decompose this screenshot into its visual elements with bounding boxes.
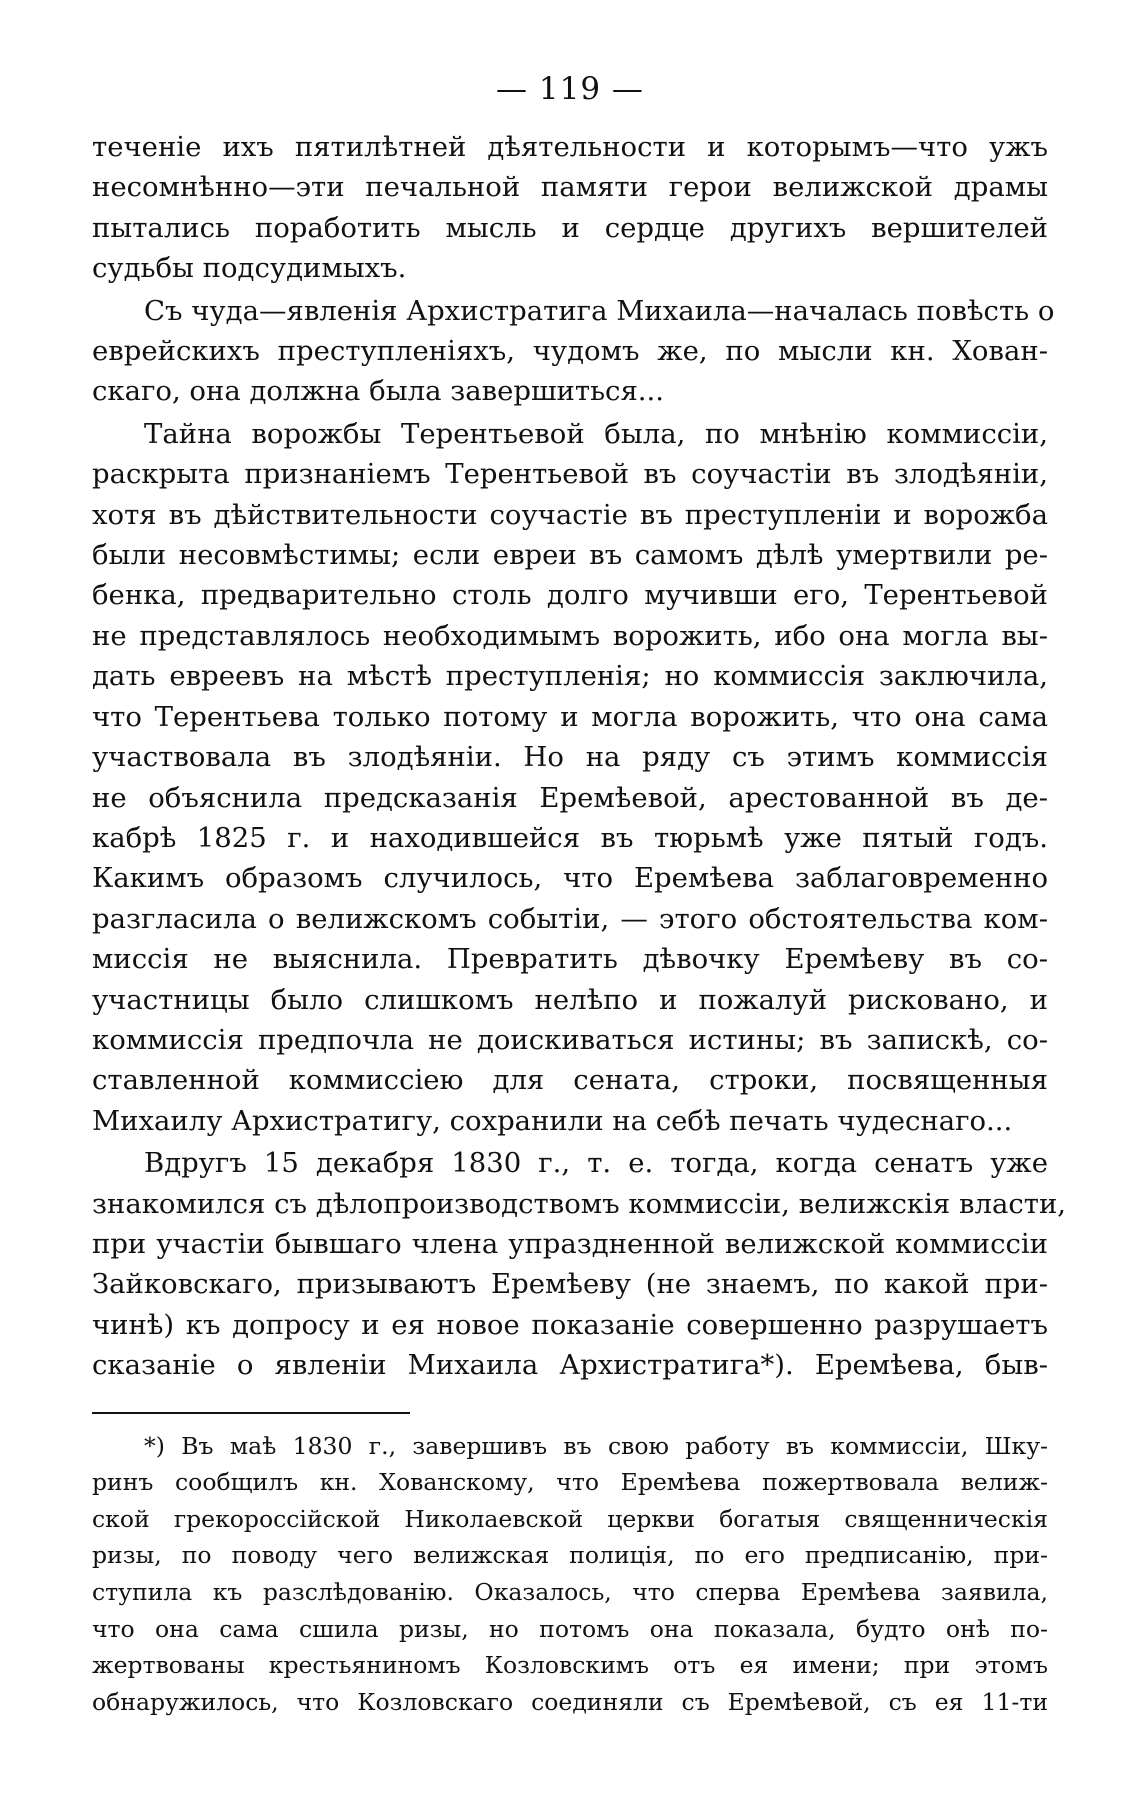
text-line: Михаилу Архистратигу, сохранили на себѣ печать чудеснаго...: [92, 1104, 1013, 1137]
text-line: Какимъ образомъ случилось, что Еремѣева заблаговременно: [92, 862, 1048, 895]
footnote-line: что она сама сшила ризы, но потомъ она показала, будто онѣ по-: [92, 1614, 1048, 1643]
footnote-line: ской грекороссійской Николаевской церкви богатыя священническія: [92, 1504, 1048, 1533]
text-line: не представлялось необходимымъ ворожить, ибо она могла вы-: [92, 619, 1048, 652]
text-line: еврейскихъ преступленіяхъ, чудомъ же, по мысли кн. Хован-: [92, 335, 1048, 368]
text-line: несомнѣнно—эти печальной памяти герои велижской драмы: [92, 171, 1048, 204]
text-line: участницы было слишкомъ нелѣпо и пожалуй рисковано, и: [92, 983, 1048, 1016]
text-line: участвовала въ злодѣяніи. Но на ряду съ этимъ коммиссія: [92, 741, 1048, 774]
text-line: хотя въ дѣйствительности соучастіе въ преступленіи и ворожба: [92, 498, 1048, 531]
footnote-line: *) Въ маѣ 1830 г., завершивъ въ свою работу въ коммиссіи, Шку-: [144, 1431, 1048, 1460]
footnote-divider: [92, 1412, 410, 1414]
text-line: не объяснила предсказанія Еремѣевой, арестованной въ де-: [92, 781, 1048, 814]
text-line: чинѣ) къ допросу и ея новое показаніе совершенно разрушаетъ: [92, 1308, 1048, 1341]
text-line: скаго, она должна была завершиться...: [92, 375, 665, 408]
text-line: при участіи бывшаго члена упраздненной велижской коммиссіи: [92, 1227, 1048, 1260]
text-line: что Терентьева только потому и могла ворожить, что она сама: [92, 700, 1048, 733]
paragraph-4: [92, 1143, 1067, 1385]
page-number: — 119 —: [496, 71, 644, 107]
text-line: Тайна ворожбы Терентьевой была, по мнѣнію коммиссіи,: [144, 417, 1048, 450]
book-page: [92, 71, 1067, 1720]
text-line: сказаніе о явленіи Михаила Архистратига*). Еремѣева, быв-: [92, 1349, 1048, 1382]
text-line: Съ чуда—явленія Архистратига Михаила—началась повѣсть о: [144, 294, 1055, 327]
text-line: пытались поработить мысль и сердце другихъ вершителей: [92, 211, 1048, 244]
paragraph-1: [92, 127, 1048, 289]
footnote-line: ступила къ разслѣдованію. Оказалось, что сперва Еремѣева заявила,: [92, 1577, 1048, 1606]
text-line: кабрѣ 1825 г. и находившейся въ тюрьмѣ уже пятый годъ.: [92, 821, 1048, 854]
text-line: Вдругъ 15 декабря 1830 г., т. е. тогда, когда сенатъ уже: [144, 1147, 1048, 1180]
text-line: разгласила о велижскомъ событіи, — этого обстоятельства ком-: [92, 902, 1048, 935]
text-line: знакомился съ дѣлопроизводствомъ коммиссіи, велижскія власти,: [92, 1187, 1067, 1220]
footnote: [92, 1428, 1048, 1721]
footnote-line: обнаружилось, что Козловскаго соединяли съ Еремѣевой, съ ея 11-ти: [92, 1687, 1048, 1716]
text-line: теченіе ихъ пятилѣтней дѣятельности и которымъ—что ужъ: [92, 131, 1048, 163]
text-line: Зайковскаго, призываютъ Еремѣеву (не знаемъ, по какой при-: [92, 1268, 1048, 1301]
text-line: были несовмѣстимы; если евреи въ самомъ дѣлѣ умертвили ре-: [92, 539, 1048, 572]
footnote-line: ризы, по поводу чего велижская полиція, по его предписанію, при-: [92, 1541, 1048, 1570]
text-line: ставленной коммиссіею для сената, строки, посвященныя: [92, 1064, 1048, 1097]
paragraph-3: [92, 414, 1048, 1141]
text-line: судьбы подсудимыхъ.: [92, 252, 407, 285]
text-line: миссія не выяснила. Превратить дѣвочку Еремѣеву въ со-: [92, 943, 1048, 976]
footnote-line: жертвованы крестьяниномъ Козловскимъ отъ ея имени; при этомъ: [92, 1651, 1048, 1680]
main-text: [92, 127, 1067, 1386]
text-line: раскрыта признаніемъ Терентьевой въ соучастіи въ злодѣяніи,: [92, 458, 1048, 491]
paragraph-2: [92, 291, 1055, 412]
text-line: коммиссія предпочла не доискиваться истины; въ запискѣ, со-: [92, 1023, 1048, 1056]
footnote-line: ринъ сообщилъ кн. Хованскому, что Еремѣева пожертвовала велиж-: [92, 1468, 1048, 1497]
text-line: дать евреевъ на мѣстѣ преступленія; но коммиссія заключила,: [92, 660, 1048, 693]
text-line: бенка, предварительно столь долго мучивши его, Терентьевой: [92, 579, 1048, 612]
